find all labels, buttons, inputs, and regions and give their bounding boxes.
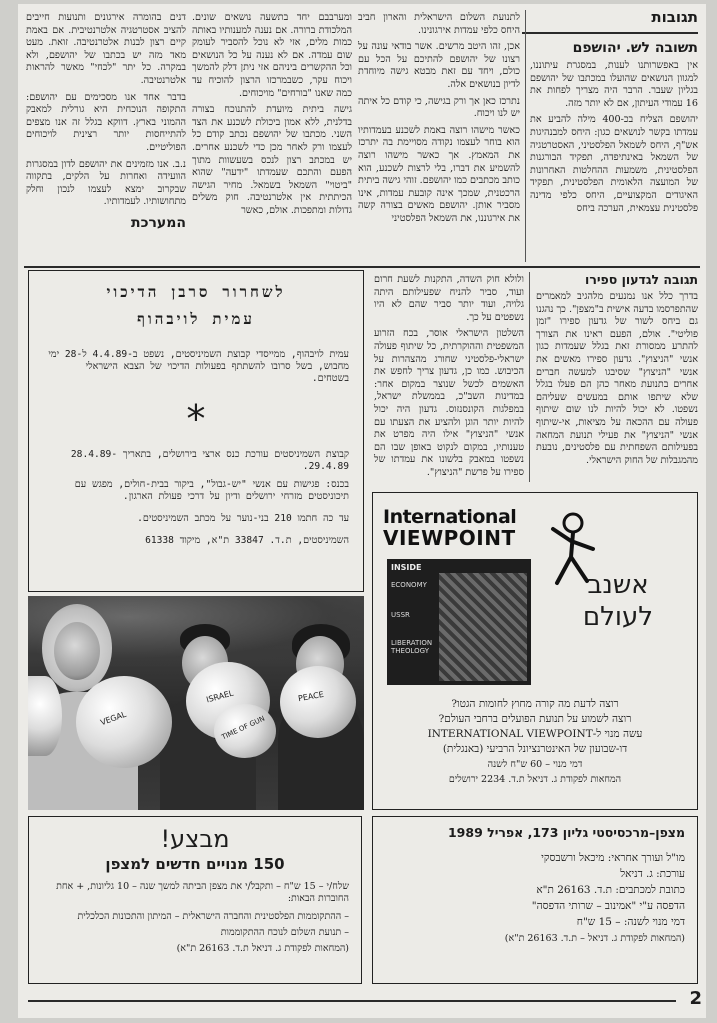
memorial-text: קבוצת השמיניסטים עורכת כנס ארצי בירושלים, בתאריך 28.4.89-29.4.89. (70, 449, 349, 472)
masthead-payment: (המחאות לפקודת ג. דניאל – ת.ד. 26163 ת"א) (504, 933, 685, 944)
paragraph: אין באפשרותנו לענות, במסגרת עיתוננו, למגוון הנושאים שהועלו במכתבו של יהושפם בגליון שעבר. הרבר היה מצריך לפחות את 16 עמודי העיתון, אם לא יותר מזה. (530, 60, 698, 109)
footer-rule (28, 1000, 676, 1002)
magazine-cover-image (439, 573, 527, 681)
paragraph: בדרך כלל אנו נמנעים מלהגיב למאמרים שהתפרסמו בדעה אישית ב"מצפן". כך נהגנו גם ביחס לשור של גדעון ספירו "זמן פוליטי". אולם, הפעם ראינו את הצורך להתרע ממסורת זאת בגלל שעמדות כגון אנשי "הניצוץ". גדעון ספירו מאשים את אנשי "הניצוץ" שסיבגו למעשה חברים אחרים בתנועת מאחר כהן הם פעלו בגלל שלא שיתפו אותם במעשים שעליהם נשפטו. לא יכול להיות לנו שום שיתוף פעולה עם ההכאה על מציאות, אי-שיתוף אנשי "הניצוץ" את פעילי תנועת המחאה בפעילותם השפחתית עם פלסטינים, נובעת מהמגבלות של החוק הישראלי. (536, 291, 698, 466)
memorial-box (28, 270, 364, 592)
iv-slogan (553, 569, 683, 633)
iv-logo-word1: International (383, 506, 517, 528)
section-rule (24, 266, 700, 268)
memorial-text: עד כה חתמו 210 בני-נוער על מכתב השמיניסטים. (137, 513, 349, 524)
iv-advert (372, 492, 698, 810)
slogan-line: לעולם (582, 602, 654, 632)
paragraph: לתנועת השלום הישראלית והארון חביב היחס כלפי עמדות אירגונינו. (358, 12, 520, 36)
ball-label: PEACE (297, 689, 325, 704)
iv-text-line: דו-שבועון של האינטרנציונל הרביעי (באנגלית) (442, 743, 628, 755)
masthead-line: כתובת למכתבים: ת.ד. 26163 ת"א (536, 884, 685, 896)
memorial-text: עמית לויבהוף, ממייסדי קבוצת השמיניסטים, נשפט ב-4.4.89 ל-28 ימי מחבוש, בשל סרובו להשתתף בפעולות הדיכוי של הצבא הישראלי בשטחים. (48, 349, 349, 384)
response-article (536, 272, 698, 471)
memorial-title: לשחרור סרבן הדיכוי (106, 283, 286, 301)
subscription-payment: (המחאות לפקודת ג. דניאל ת.ד. 26163 ת"א) (176, 943, 349, 954)
paragraph: נ.ב. אנו מזמינים את יהושפם לדון במסגרות הוועידה ואחרות על הלקים, בתקווה שבקרוב ימצא לעצמו לנכון וחלק מתחושותיו. לעמדותיו. (26, 158, 186, 208)
masthead-line: עורכת: ג. דניאל (620, 868, 685, 880)
protest-photo (28, 596, 364, 810)
iv-body (379, 697, 691, 787)
article-col-2 (358, 12, 520, 230)
paragraph: יהושפם הצליח בכ-400 מילה להביע את עמדתו בקשר לנושאים כגון: היחס למבנהיגות אש"ף, היחס לשמאל הפלסטיני, האסטרטגיה של השמאל באינתיפדה, תפקיד הבורגנות הפלסטינית, משמעות ההחלטות האחרונות של המועצה הלאומית הפלסטינית, תפקיד האיגודים המקצועיים, היחס כלפי מדינה פלסטינית עצמאית, הערכה ביחס (530, 114, 698, 214)
subscription-subtitle: 150 מנויים חדשים למצפן (105, 855, 285, 873)
subscription-intro: שלח/י – 15 ש"ח – ותקבל/י את מצפן הביתה למשך שנה – 10 גליונות, + אחת החוברות הבאות: (56, 881, 349, 904)
beach-ball (28, 676, 62, 756)
response-article-cont (374, 274, 524, 484)
paragraph: גישה ביתית מיועדת להתנוכח בצורה בדלנית, ללא אמון ביכולת לשכנע את הצד השני. מכתבו של יהושפם נכתב קודם כל לעצמו ורק לאחר מכן כדי לשכנע אחרים. יש במכתב רצון לנכס בשעשוות מתוך הפעם והתכם שעמדתו "ידעה" שהוא "ביטוי" השמאל בשמאל. מחיר הגישה הכיתתית אין אלטרנטיבה. חוק משלים גדולות ומתפכות. אולם, כאשר (192, 104, 352, 216)
article-col-3 (192, 12, 352, 222)
iv-text-line: עשה מנוי ל-INTERNATIONAL VIEWPOINT (427, 728, 643, 740)
column-divider (529, 272, 530, 482)
masthead-line: דמי מנוי לשנה: – 15 ש"ח (576, 916, 685, 928)
ball-label: ISRAEL (205, 688, 235, 705)
magazine-headline: LIBERATION THEOLOGY (391, 639, 433, 655)
beach-ball (280, 666, 356, 738)
page-number: 2 (689, 988, 702, 1009)
ball-label: VEGAL (99, 709, 128, 728)
masthead-line: הדפסה ע"י "אמינוב – שרותי הדפסה" (531, 900, 685, 912)
paragraph: כאשר מישהו רוצה באמת לשכנע בעמדותיו הוא בוחר לעצמו נקודה מסויימת בה יתרכז את המאמץ. אך כאשר מישהו רוצה להשמיע את דברו, בלי לרצות לשכנע, הוא כותב מכתבים כמו יהושפם. זוהי גישה ביתית הרכטנית, שמכך אינה קובעת עמדות, אינו מסביר אותן. יהושפם מאשים בצורה קשה את אירגוננו, את השמאל הפלסטיני (358, 124, 520, 224)
paragraph: דנים בהומרה אירגונים ותנועות חייבים להציב אסטרטגיה אלטרנטיבית. אם באמת קיים רצון לבנות אלטרנטיבה. זואת. מעט מאד מזה יש בכתבו של יהושפם, ולא במקרה. כל יתר "לכחי" מאשר להראות אלטרנטיבה. (26, 12, 186, 86)
magazine-inside-label: INSIDE (391, 563, 422, 572)
ball-label: TIME OF GUN (220, 714, 267, 742)
newspaper-page (18, 4, 706, 1018)
memorial-subtitle: עמית לויבהוף (137, 310, 255, 328)
paragraph: ולולא חוק השדה, התקנות לשעת חרום ועוד, סביר להניח שפעילותם היתה גלויה, ועוד יותר סביר שהם לא היו נשפטים על כך. (374, 274, 524, 323)
slogan-line: אשנב (587, 570, 649, 600)
article-headline: תשובה לש. יהושפם (572, 40, 698, 56)
magazine-cover (387, 559, 531, 685)
masthead-box (372, 816, 698, 984)
iv-text-line: רוצה לדעת מה קורה מחוץ לחומות הגטו? (451, 698, 619, 710)
signature: המערכת (131, 214, 186, 231)
paragraph: בדבר אחד אנו מסכימים עם יהושפם: התקופה הנוכחית היא גורלית למאבק ההמוני בארץ. דווקא בגלל זה אנו מצפים להתייחסות יותר רצינית לויכוחים הפוליטיים. (26, 91, 186, 153)
article-col-4 (26, 12, 186, 231)
memorial-address: השמיניסטים, ת.ד. 33847 ת"א, מיקוד 61338 (145, 535, 349, 546)
magazine-headline: USSR (391, 611, 410, 619)
beach-ball (214, 704, 276, 758)
iv-logo (383, 507, 533, 549)
masthead-title: מצפן–מרכסיסטי גליון 173, אפריל 1989 (447, 825, 685, 840)
paragraph: השלטון הישראלי אוסר, בכח הזרוע המשפטית וההוקרתית, כל שיתוף פעולה ישראלי-פלסטיני שחורג מהצהרות על הכיבוש. כמו כן, גדעון צריך לחפש את האשמים לכשל שנוצר במקום אחר: במדינות השב"כ, בממשלת ישראל, במפלגות הקונסנזוס. גדעון היה יכול להיות יותר הוגן ולהציע את הצעתו עם אנשי "הניצוץ" אילו היה מפרט את טענותיו, במקום לנקוט באופן שבו הם נשפטו במאבק בלשונו את עמדתו של ספירו על פרשת "הניצוץ". (374, 328, 524, 478)
subscription-item: – תנועת השלום לנוכח ההתקוממות (220, 927, 349, 938)
paragraph: אכן, זהו היטב מרשים. אשר בודאי עונה על רצונו של יהושפם להתיכם על הכל עם כולם, ויחד עם זאת מבטא גישה מיוחדת לדיון בנושאים אלה. (358, 41, 520, 90)
article-col-1 (530, 40, 698, 219)
iv-text-line: רוצה לשמוע על תנועת הפועלים ברחבי העולם? (438, 713, 632, 725)
header-rule (522, 32, 698, 34)
article-headline: תגובה לגדעון ספירו (585, 272, 698, 287)
person-face (54, 622, 100, 680)
iv-payment: המחאות לפקודת ג. דניאל ת.ד. 2234 ירושלים (448, 774, 622, 785)
paragraph: ומערבבם יחד בתשעה נושאים שונים. המלכודת ברורה. אם נענה למענותיו באותה כמות מלים, אזי לא נוכל להסביר לעומק שום עמדה. אם לא נענה על כל הנושאים וכל ההקשרים ביניהם אזי ניתן דלק להמשך ויכוח עקר, כשבמרכזו הרצון להוכיח עד כמה שאנו "בורחים" מויכוחים. (192, 12, 352, 99)
beach-ball (76, 676, 172, 768)
magazine-headline: ECONOMY (391, 581, 427, 589)
column-divider (525, 10, 526, 262)
memorial-text: בכנס: פגישות עם אנשי "יש-גבול", ביקור בבית-חולים, מפגש עם תיכוניסטים מזרחי ירושלים ודיון על דרכי פעולת הארגון. (74, 479, 349, 502)
subscription-title: מבצע! (160, 825, 230, 853)
iv-price: דמי מנוי – 60 ש"ח לשנה (487, 759, 583, 770)
section-tag: תגובות (651, 8, 698, 26)
masthead-line: מו"ל ועורך אחראי: מיכאל ורשבסקי (541, 852, 685, 864)
subscription-item: – ההתקוממות הפלסטינית והחברה הישראלית – המיתון והתכונות הכלכלית (77, 911, 349, 922)
asterisk-separator: * (184, 397, 208, 441)
paragraph: נתרכז כאן אך ורק בגישה, כי קודם כל איתה יש לנו ויכוח. (358, 95, 520, 120)
iv-logo-word2: VIEWPOINT (383, 526, 516, 550)
subscription-box (28, 816, 362, 984)
